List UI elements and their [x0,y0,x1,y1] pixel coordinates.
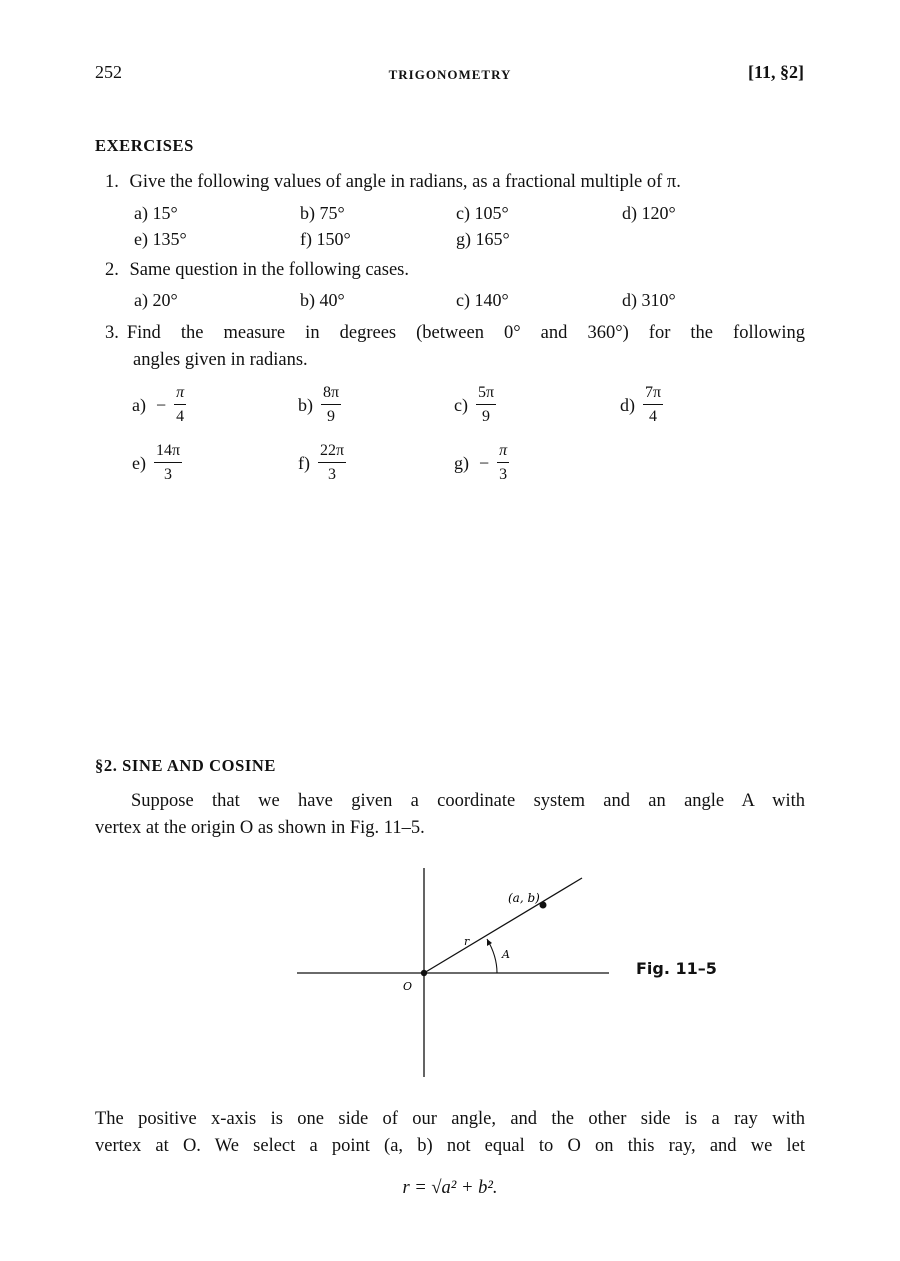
q3-item-g-sign: − [479,452,490,473]
origin-label: O [403,980,413,993]
q3-item-g [454,443,509,483]
point-a-b [540,902,547,909]
q2-item-d: d) 310° [622,290,676,310]
question-2-number: 2. [105,260,119,280]
q3-item-a-fraction: $\frac{\pi}{4}$ [176,384,185,425]
q1-item-d: d) 120° [622,203,676,223]
question-2 [105,257,409,284]
q1-item-b: b) 75° [300,203,345,223]
q3-item-d-fraction: $\frac{7\pi}{4}$ [645,384,662,425]
q3-item-c-fraction: $\frac{5\pi}{9}$ [477,384,495,425]
figure-caption: Fig. 11–5 [636,959,717,978]
page-number: 252 [95,62,122,82]
angle-arrowhead [487,939,492,946]
q2-item-a: a) 20° [134,290,178,310]
q1-item-g: g) 165° [456,229,510,249]
section-2-paragraph-2 [95,1106,805,1160]
q3-item-a-label: a) [132,394,146,415]
question-1-text: Give the following values of angle in radians, as a fractional multiple of π. [129,172,681,192]
q3-item-e [132,443,182,483]
q3-item-c [454,385,496,425]
q3-item-f-label: f) [298,452,310,473]
radius-formula: r = √a² + b². [402,1178,498,1198]
q2-item-c: c) 140° [456,290,509,310]
q3-item-c-label: c) [454,394,468,415]
section-2-paragraph-1 [95,788,805,842]
section-reference: [11, §2] [748,62,804,82]
question-3-number: 3. [105,323,119,343]
q1-item-e: e) 135° [134,229,187,249]
question-1-number: 1. [105,172,119,192]
question-1 [105,169,681,196]
question-3-text-line1: Find the measure in degrees (between 0° and 360°) for the following [126,323,805,343]
q3-item-g-label: g) [454,452,469,473]
q1-item-a: a) 15° [134,203,178,223]
q3-item-d [620,385,663,425]
paragraph-2-line-2: vertex at O. We select a point (a, b) not equal to O on this ray, and we let [95,1136,805,1156]
q2-item-b: b) 40° [300,290,345,310]
q3-item-g-fraction: $\frac{\pi}{3}$ [499,442,508,483]
q3-item-e-fraction: $\frac{14\pi}{3}$ [155,442,181,483]
q1-item-c: c) 105° [456,203,509,223]
q3-item-b [298,385,341,425]
section-2-heading: §2. SINE AND COSINE [95,756,277,775]
point-label: (a, b) [508,891,540,905]
q3-item-b-label: b) [298,394,313,415]
paragraph-1-line-2: vertex at the origin O as shown in Fig. 11–5. [95,818,425,838]
q3-item-a-sign: − [155,394,167,415]
paragraph-2-line-1: The positive x-axis is one side of our angle, and the other side is a ray with [95,1109,805,1129]
q1-item-f: f) 150° [300,229,351,249]
q3-item-e-label: e) [132,452,146,473]
running-title: TRIGONOMETRY [388,67,512,82]
q3-item-f-fraction: $\frac{22\pi}{3}$ [320,442,345,483]
q3-item-f [298,443,346,483]
paragraph-1-line-1: Suppose that we have given a coordinate system and an angle A with [131,791,805,811]
exercises-heading: EXERCISES [95,136,194,155]
question-3 [105,320,805,374]
angle-label: A [502,948,510,961]
origin-point [421,970,427,976]
figure-11-5 [0,860,900,1085]
q3-item-a [132,385,186,425]
question-3-text-line2: angles given in radians. [133,350,308,370]
r-label: r [464,935,470,948]
q3-item-d-label: d) [620,394,635,415]
q3-item-b-fraction: $\frac{8\pi}{9}$ [323,384,340,425]
question-2-text: Same question in the following cases. [129,260,410,280]
